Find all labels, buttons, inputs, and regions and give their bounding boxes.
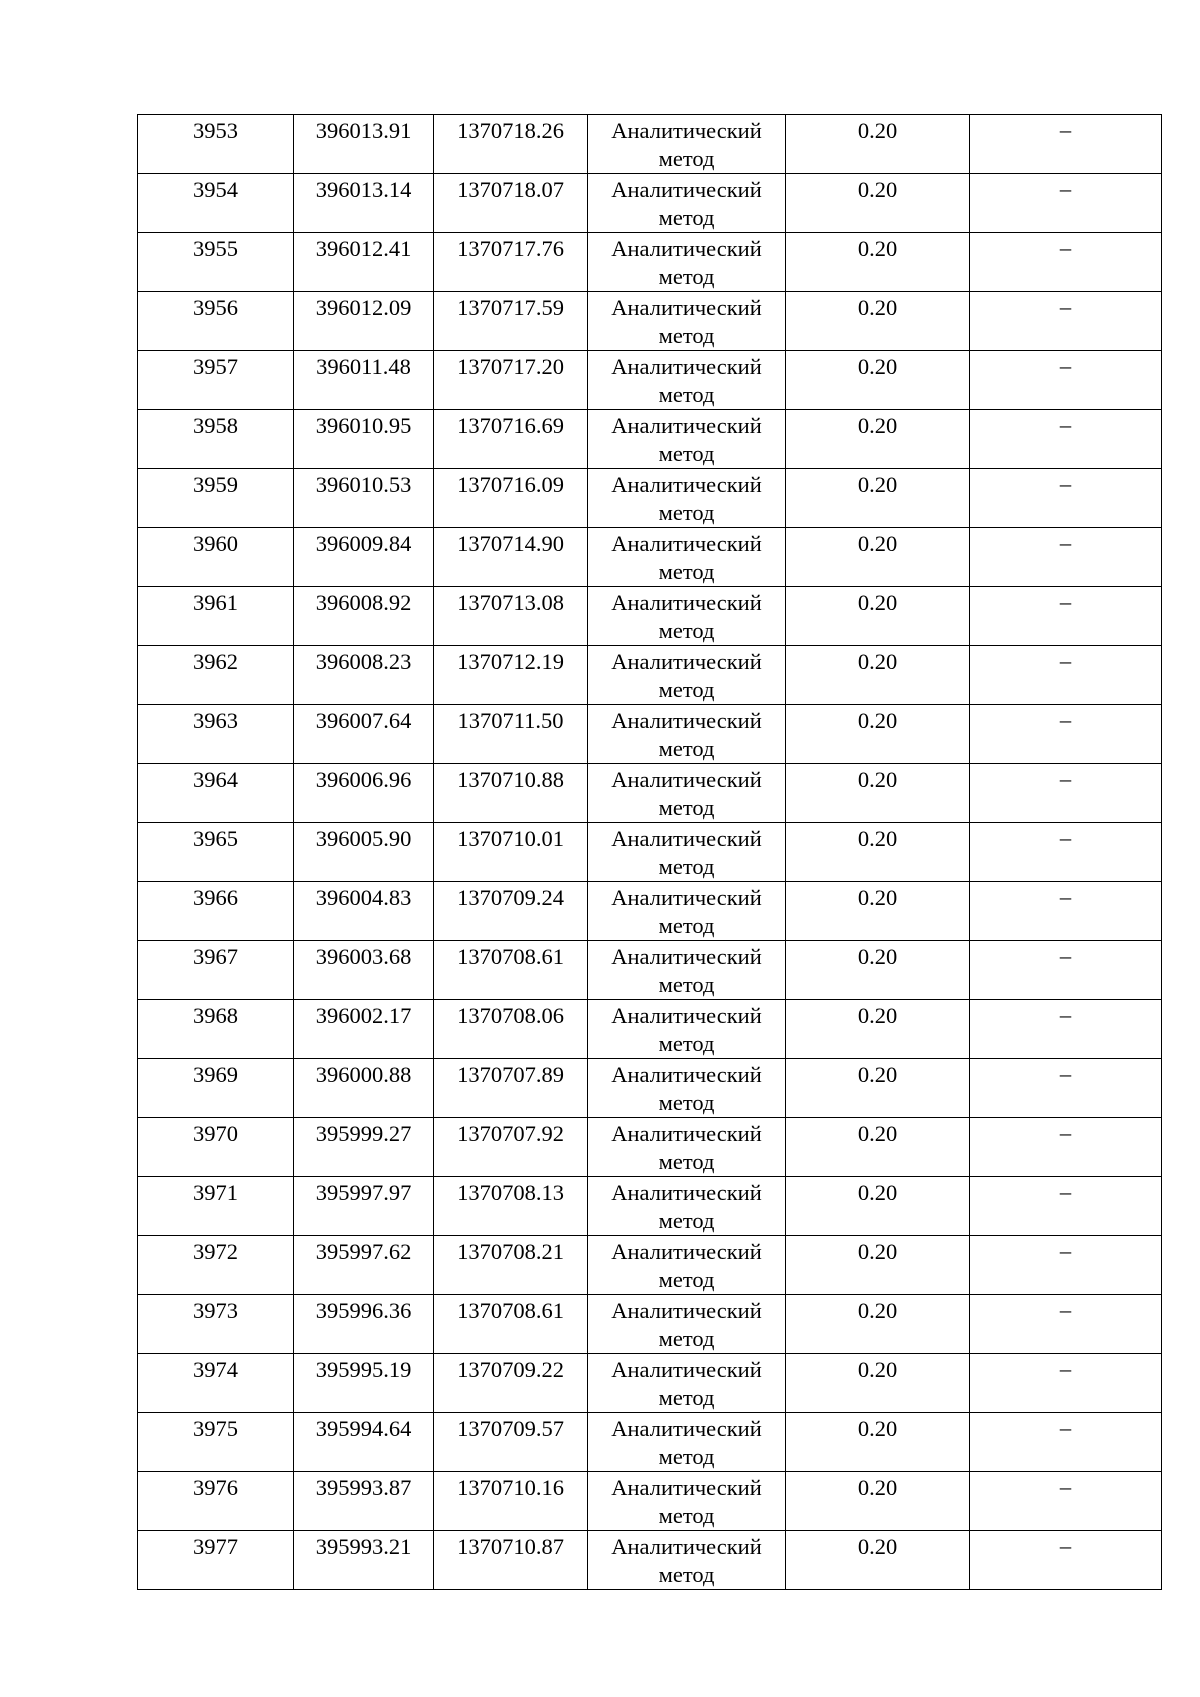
accuracy-cell: 0.20 [786, 1000, 970, 1059]
note-cell: – [970, 823, 1162, 882]
point-number-cell: 3969 [138, 1059, 294, 1118]
y-coordinate-cell: 1370707.89 [434, 1059, 588, 1118]
accuracy-cell: 0.20 [786, 705, 970, 764]
method-line-1: Аналитический [611, 590, 762, 615]
method-cell [588, 174, 786, 233]
note-cell: – [970, 1472, 1162, 1531]
x-coordinate-cell: 396000.88 [294, 1059, 434, 1118]
note-cell: – [970, 351, 1162, 410]
y-coordinate-cell: 1370708.61 [434, 941, 588, 1000]
note-cell: – [970, 292, 1162, 351]
accuracy-cell: 0.20 [786, 764, 970, 823]
table-row [138, 115, 1162, 174]
x-coordinate-cell: 396006.96 [294, 764, 434, 823]
method-cell [588, 1354, 786, 1413]
note-cell: – [970, 410, 1162, 469]
table-row [138, 1472, 1162, 1531]
y-coordinate-cell: 1370716.09 [434, 469, 588, 528]
accuracy-cell: 0.20 [786, 528, 970, 587]
method-line-2: метод [658, 382, 715, 407]
point-number-cell: 3973 [138, 1295, 294, 1354]
table-row [138, 1236, 1162, 1295]
method-cell [588, 587, 786, 646]
accuracy-cell: 0.20 [786, 1118, 970, 1177]
accuracy-cell: 0.20 [786, 1177, 970, 1236]
note-cell: – [970, 1413, 1162, 1472]
method-line-2: метод [658, 559, 715, 584]
y-coordinate-cell: 1370708.61 [434, 1295, 588, 1354]
method-line-1: Аналитический [611, 1239, 762, 1264]
method-cell [588, 705, 786, 764]
method-cell [588, 941, 786, 1000]
table-row [138, 1354, 1162, 1413]
accuracy-cell: 0.20 [786, 174, 970, 233]
note-cell: – [970, 941, 1162, 1000]
table-row [138, 764, 1162, 823]
method-line-2: метод [658, 1267, 715, 1292]
point-number-cell: 3965 [138, 823, 294, 882]
method-line-1: Аналитический [611, 472, 762, 497]
table-row [138, 469, 1162, 528]
table-row [138, 1059, 1162, 1118]
accuracy-cell: 0.20 [786, 1295, 970, 1354]
method-line-1: Аналитический [611, 826, 762, 851]
table-row [138, 292, 1162, 351]
table-row [138, 1177, 1162, 1236]
note-cell: – [970, 646, 1162, 705]
point-number-cell: 3968 [138, 1000, 294, 1059]
method-line-2: метод [658, 1385, 715, 1410]
table-row [138, 174, 1162, 233]
accuracy-cell: 0.20 [786, 351, 970, 410]
method-line-2: метод [658, 323, 715, 348]
method-line-1: Аналитический [611, 767, 762, 792]
method-line-2: метод [658, 1208, 715, 1233]
accuracy-cell: 0.20 [786, 1413, 970, 1472]
method-line-1: Аналитический [611, 1475, 762, 1500]
method-line-2: метод [658, 736, 715, 761]
method-line-2: метод [658, 1149, 715, 1174]
method-cell [588, 469, 786, 528]
x-coordinate-cell: 396013.91 [294, 115, 434, 174]
method-line-1: Аналитический [611, 118, 762, 143]
table-row [138, 587, 1162, 646]
y-coordinate-cell: 1370708.13 [434, 1177, 588, 1236]
accuracy-cell: 0.20 [786, 941, 970, 1000]
table-row [138, 1531, 1162, 1590]
method-cell [588, 1295, 786, 1354]
method-line-1: Аналитический [611, 885, 762, 910]
y-coordinate-cell: 1370707.92 [434, 1118, 588, 1177]
note-cell: – [970, 1118, 1162, 1177]
method-line-1: Аналитический [611, 177, 762, 202]
method-cell [588, 233, 786, 292]
table-row [138, 528, 1162, 587]
x-coordinate-cell: 396012.41 [294, 233, 434, 292]
note-cell: – [970, 115, 1162, 174]
table-body [138, 115, 1162, 1590]
note-cell: – [970, 587, 1162, 646]
method-line-1: Аналитический [611, 1062, 762, 1087]
y-coordinate-cell: 1370713.08 [434, 587, 588, 646]
table-row [138, 233, 1162, 292]
y-coordinate-cell: 1370709.57 [434, 1413, 588, 1472]
method-line-2: метод [658, 795, 715, 820]
method-line-2: метод [658, 1444, 715, 1469]
accuracy-cell: 0.20 [786, 823, 970, 882]
point-number-cell: 3954 [138, 174, 294, 233]
x-coordinate-cell: 396009.84 [294, 528, 434, 587]
y-coordinate-cell: 1370712.19 [434, 646, 588, 705]
point-number-cell: 3974 [138, 1354, 294, 1413]
x-coordinate-cell: 396008.23 [294, 646, 434, 705]
method-line-1: Аналитический [611, 531, 762, 556]
x-coordinate-cell: 396011.48 [294, 351, 434, 410]
x-coordinate-cell: 395993.87 [294, 1472, 434, 1531]
accuracy-cell: 0.20 [786, 1059, 970, 1118]
y-coordinate-cell: 1370718.26 [434, 115, 588, 174]
x-coordinate-cell: 395997.62 [294, 1236, 434, 1295]
method-cell [588, 823, 786, 882]
method-cell [588, 1059, 786, 1118]
table-row [138, 882, 1162, 941]
accuracy-cell: 0.20 [786, 882, 970, 941]
note-cell: – [970, 1177, 1162, 1236]
y-coordinate-cell: 1370708.06 [434, 1000, 588, 1059]
method-line-2: метод [658, 972, 715, 997]
accuracy-cell: 0.20 [786, 1531, 970, 1590]
point-number-cell: 3958 [138, 410, 294, 469]
point-number-cell: 3975 [138, 1413, 294, 1472]
note-cell: – [970, 1000, 1162, 1059]
accuracy-cell: 0.20 [786, 292, 970, 351]
method-line-1: Аналитический [611, 1298, 762, 1323]
note-cell: – [970, 528, 1162, 587]
point-number-cell: 3953 [138, 115, 294, 174]
y-coordinate-cell: 1370717.59 [434, 292, 588, 351]
y-coordinate-cell: 1370709.24 [434, 882, 588, 941]
table-row [138, 823, 1162, 882]
note-cell: – [970, 764, 1162, 823]
method-line-2: метод [658, 1031, 715, 1056]
y-coordinate-cell: 1370717.20 [434, 351, 588, 410]
method-cell [588, 1177, 786, 1236]
y-coordinate-cell: 1370708.21 [434, 1236, 588, 1295]
method-cell [588, 410, 786, 469]
x-coordinate-cell: 396007.64 [294, 705, 434, 764]
y-coordinate-cell: 1370711.50 [434, 705, 588, 764]
table-row [138, 1118, 1162, 1177]
note-cell: – [970, 1295, 1162, 1354]
point-number-cell: 3957 [138, 351, 294, 410]
point-number-cell: 3976 [138, 1472, 294, 1531]
method-cell [588, 292, 786, 351]
method-cell [588, 1472, 786, 1531]
method-line-2: метод [658, 264, 715, 289]
y-coordinate-cell: 1370710.16 [434, 1472, 588, 1531]
method-line-1: Аналитический [611, 1003, 762, 1028]
point-number-cell: 3966 [138, 882, 294, 941]
accuracy-cell: 0.20 [786, 233, 970, 292]
x-coordinate-cell: 396004.83 [294, 882, 434, 941]
table-row [138, 941, 1162, 1000]
point-number-cell: 3967 [138, 941, 294, 1000]
method-line-2: метод [658, 677, 715, 702]
point-number-cell: 3962 [138, 646, 294, 705]
method-cell [588, 1236, 786, 1295]
x-coordinate-cell: 396010.95 [294, 410, 434, 469]
point-number-cell: 3956 [138, 292, 294, 351]
method-line-2: метод [658, 1562, 715, 1587]
method-line-2: метод [658, 1090, 715, 1115]
method-line-1: Аналитический [611, 944, 762, 969]
x-coordinate-cell: 395995.19 [294, 1354, 434, 1413]
method-line-2: метод [658, 1503, 715, 1528]
method-line-2: метод [658, 854, 715, 879]
table-row [138, 351, 1162, 410]
method-line-1: Аналитический [611, 708, 762, 733]
y-coordinate-cell: 1370710.01 [434, 823, 588, 882]
point-number-cell: 3977 [138, 1531, 294, 1590]
accuracy-cell: 0.20 [786, 410, 970, 469]
note-cell: – [970, 882, 1162, 941]
table-row [138, 1295, 1162, 1354]
method-line-2: метод [658, 913, 715, 938]
point-number-cell: 3961 [138, 587, 294, 646]
note-cell: – [970, 469, 1162, 528]
point-number-cell: 3972 [138, 1236, 294, 1295]
method-line-1: Аналитический [611, 1357, 762, 1382]
method-cell [588, 1000, 786, 1059]
x-coordinate-cell: 396008.92 [294, 587, 434, 646]
note-cell: – [970, 1531, 1162, 1590]
point-number-cell: 3971 [138, 1177, 294, 1236]
y-coordinate-cell: 1370717.76 [434, 233, 588, 292]
accuracy-cell: 0.20 [786, 469, 970, 528]
y-coordinate-cell: 1370718.07 [434, 174, 588, 233]
accuracy-cell: 0.20 [786, 1236, 970, 1295]
method-cell [588, 1531, 786, 1590]
point-number-cell: 3955 [138, 233, 294, 292]
method-line-2: метод [658, 500, 715, 525]
x-coordinate-cell: 395993.21 [294, 1531, 434, 1590]
method-cell [588, 1118, 786, 1177]
note-cell: – [970, 233, 1162, 292]
y-coordinate-cell: 1370714.90 [434, 528, 588, 587]
method-cell [588, 528, 786, 587]
table-row [138, 1000, 1162, 1059]
method-line-1: Аналитический [611, 295, 762, 320]
coordinates-table [137, 114, 1162, 1590]
x-coordinate-cell: 396013.14 [294, 174, 434, 233]
x-coordinate-cell: 395996.36 [294, 1295, 434, 1354]
method-line-1: Аналитический [611, 236, 762, 261]
y-coordinate-cell: 1370710.87 [434, 1531, 588, 1590]
x-coordinate-cell: 395994.64 [294, 1413, 434, 1472]
x-coordinate-cell: 395999.27 [294, 1118, 434, 1177]
note-cell: – [970, 1354, 1162, 1413]
table-row [138, 410, 1162, 469]
x-coordinate-cell: 396012.09 [294, 292, 434, 351]
method-line-2: метод [658, 618, 715, 643]
point-number-cell: 3960 [138, 528, 294, 587]
accuracy-cell: 0.20 [786, 587, 970, 646]
method-line-1: Аналитический [611, 354, 762, 379]
x-coordinate-cell: 396003.68 [294, 941, 434, 1000]
y-coordinate-cell: 1370709.22 [434, 1354, 588, 1413]
table-row [138, 705, 1162, 764]
method-line-2: метод [658, 205, 715, 230]
method-cell [588, 882, 786, 941]
method-cell [588, 1413, 786, 1472]
method-line-2: метод [658, 441, 715, 466]
point-number-cell: 3963 [138, 705, 294, 764]
accuracy-cell: 0.20 [786, 1472, 970, 1531]
x-coordinate-cell: 396002.17 [294, 1000, 434, 1059]
accuracy-cell: 0.20 [786, 115, 970, 174]
note-cell: – [970, 1059, 1162, 1118]
method-line-1: Аналитический [611, 1121, 762, 1146]
point-number-cell: 3959 [138, 469, 294, 528]
accuracy-cell: 0.20 [786, 1354, 970, 1413]
method-line-1: Аналитический [611, 413, 762, 438]
y-coordinate-cell: 1370716.69 [434, 410, 588, 469]
x-coordinate-cell: 395997.97 [294, 1177, 434, 1236]
method-cell [588, 115, 786, 174]
table-row [138, 646, 1162, 705]
note-cell: – [970, 174, 1162, 233]
method-line-1: Аналитический [611, 649, 762, 674]
method-line-1: Аналитический [611, 1180, 762, 1205]
point-number-cell: 3964 [138, 764, 294, 823]
point-number-cell: 3970 [138, 1118, 294, 1177]
method-line-1: Аналитический [611, 1534, 762, 1559]
note-cell: – [970, 705, 1162, 764]
method-cell [588, 646, 786, 705]
note-cell: – [970, 1236, 1162, 1295]
y-coordinate-cell: 1370710.88 [434, 764, 588, 823]
method-cell [588, 351, 786, 410]
x-coordinate-cell: 396005.90 [294, 823, 434, 882]
method-line-2: метод [658, 1326, 715, 1351]
table-row [138, 1413, 1162, 1472]
method-cell [588, 764, 786, 823]
accuracy-cell: 0.20 [786, 646, 970, 705]
method-line-2: метод [658, 146, 715, 171]
x-coordinate-cell: 396010.53 [294, 469, 434, 528]
method-line-1: Аналитический [611, 1416, 762, 1441]
